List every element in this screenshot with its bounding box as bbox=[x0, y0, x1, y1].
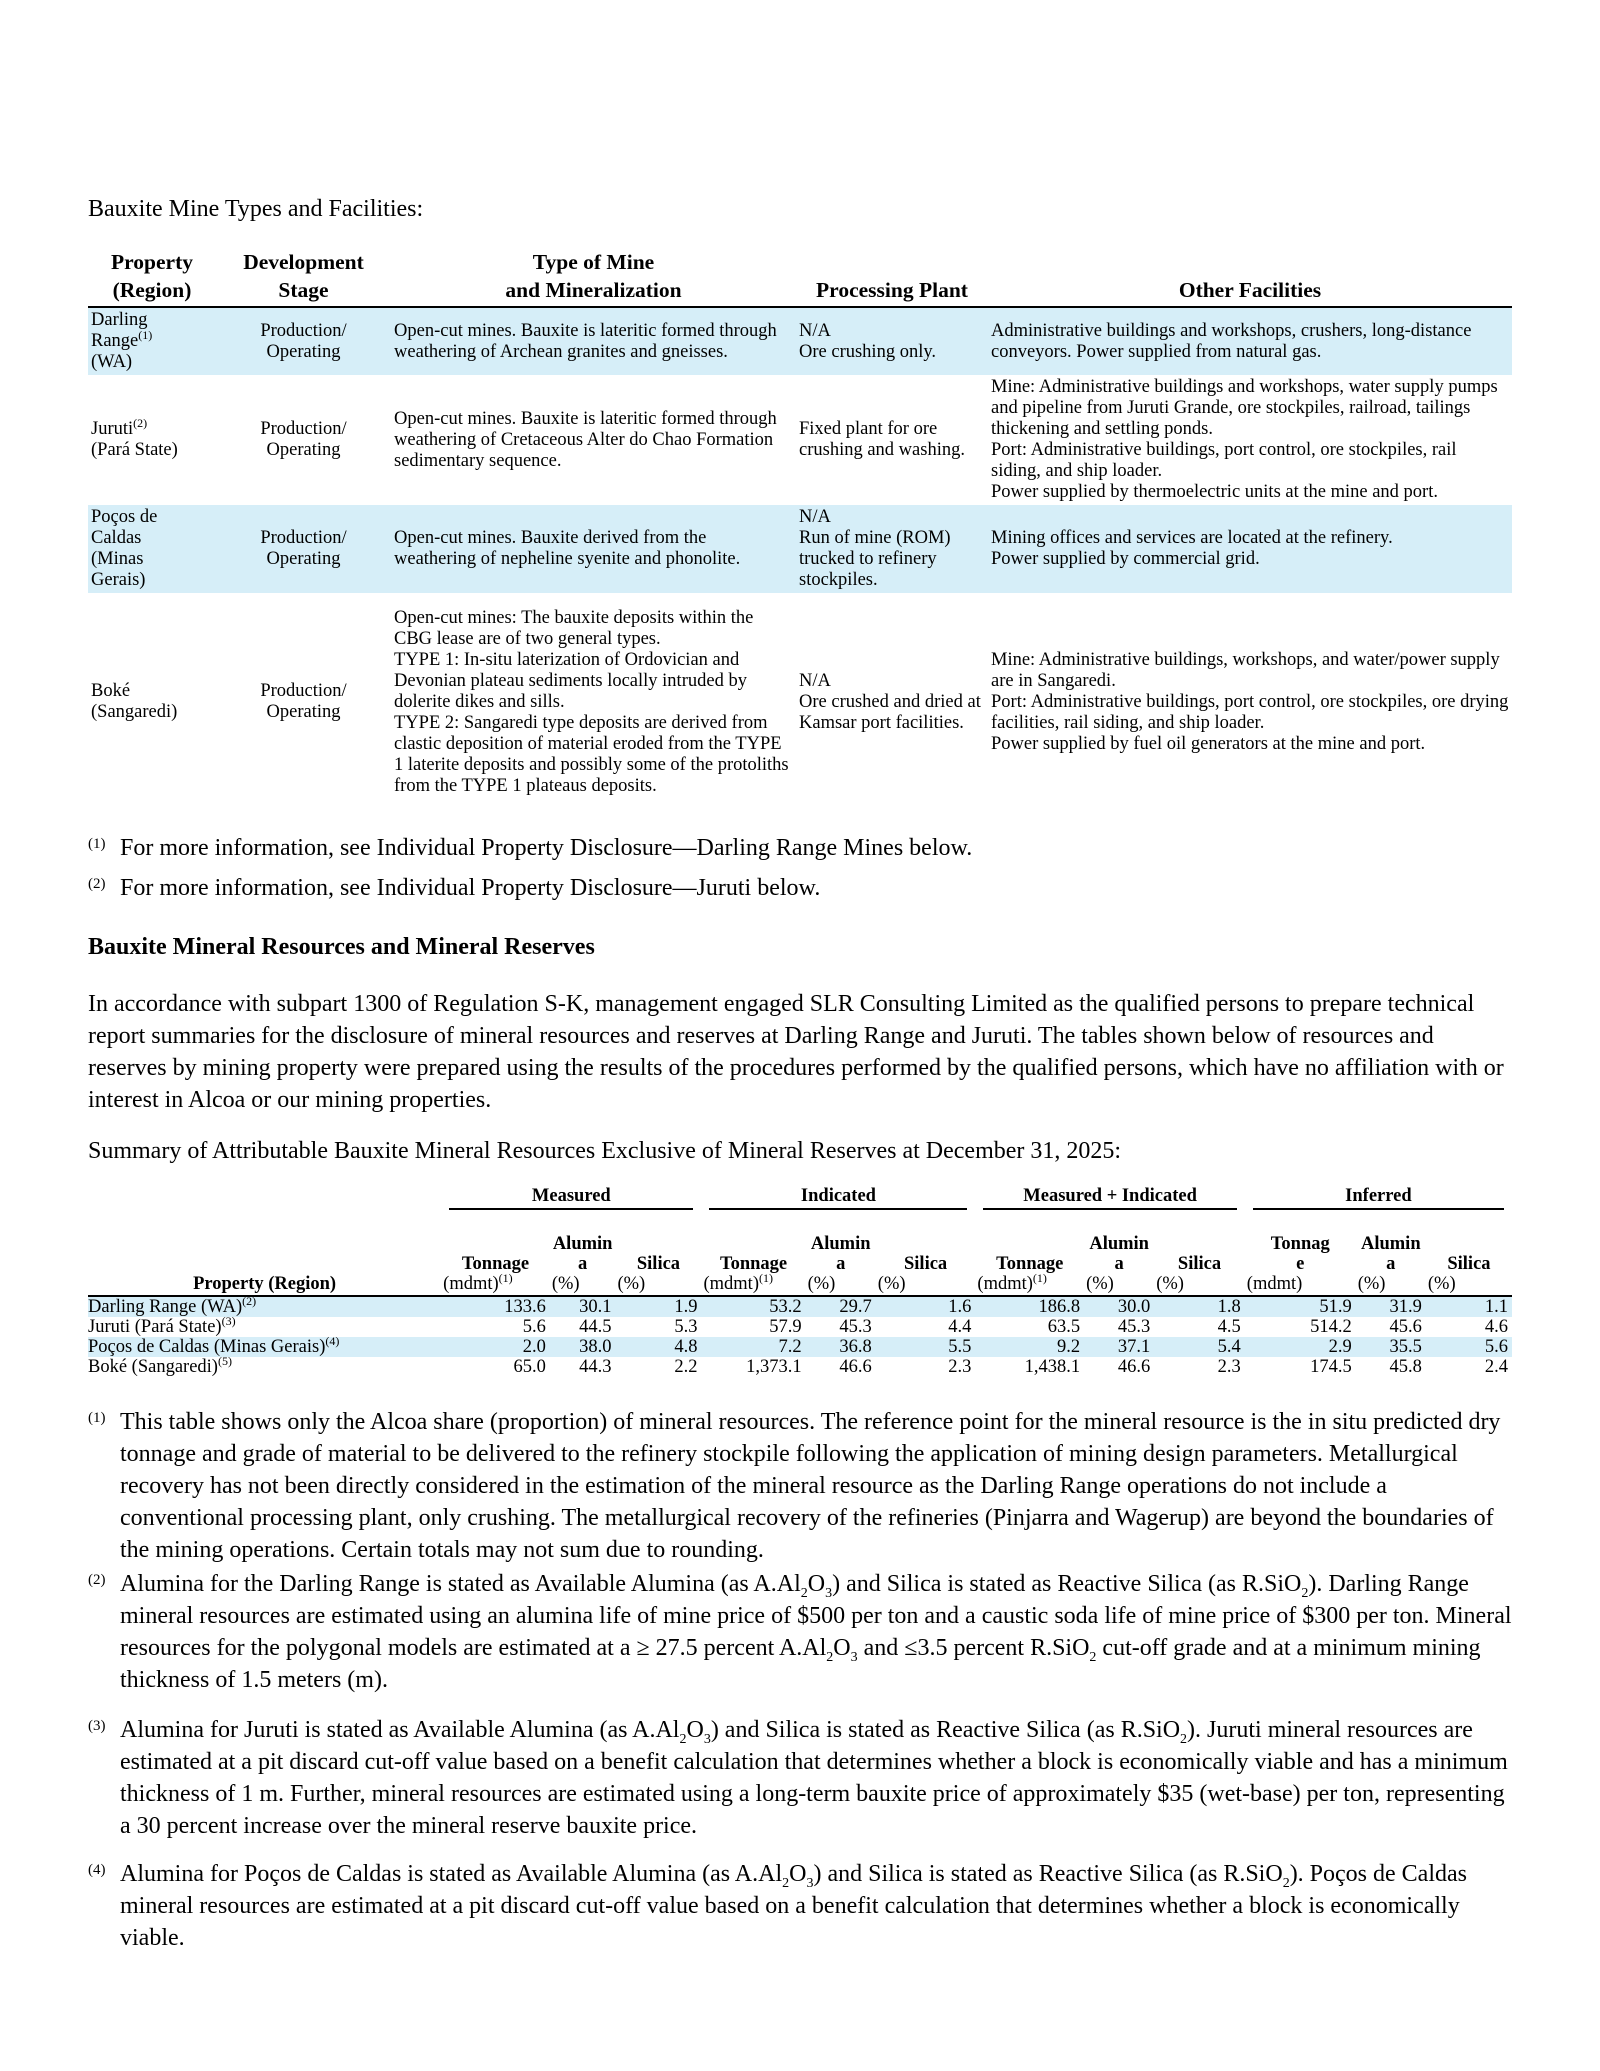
tonnage-header: Tonnage (mdmt)$^{(1)}$ bbox=[975, 1212, 1084, 1296]
cell-value: 4.4 bbox=[948, 1317, 972, 1337]
cell-property: Darling Range (WA)$^{(2)}$ bbox=[88, 1296, 441, 1317]
cell-property: Boké (Sangaredi) bbox=[91, 681, 178, 722]
cell-stage: Production/ Operating bbox=[216, 505, 391, 593]
cell-value: 2.2 bbox=[674, 1357, 698, 1377]
cell-value: 7.2 bbox=[701, 1337, 805, 1357]
cell-value: 133.6 bbox=[441, 1296, 550, 1317]
table-row bbox=[88, 1357, 1512, 1377]
footnote: (2) Alumina for the Darling Range is stated as Available Alumina (as $A.Al_2O_3$) and Silica is stated as Reactive Silica (as R.SiO$_2$). Darling Range mineral resources are estimated using an alumina life of mine price of $500 per ton and a caustic soda life of mine price of $300 per ton. Mineral resources for the polygonal models are estimated at a ≥ 27.5 percent $A.Al_2O_3$ and ≤3.5 percent R.SiO$_2$ cut-off grade and at a minimum mining thickness of 1.5 meters (m). bbox=[88, 1571, 1512, 1693]
cell-value: 53.2 bbox=[701, 1296, 805, 1317]
silica-header: Silica (%) bbox=[876, 1212, 976, 1296]
mine-types-table bbox=[88, 248, 1512, 811]
resources-table bbox=[88, 1186, 1512, 1377]
cell-other: Mine: Administrative buildings and workshops, water supply pumps and pipeline from Juruti Grande, ore stockpiles, railroad, tailings thickening and settling ponds. Port: Administrative buildings, port control, ore stockpiles, rail siding, and ship loader. Power supplied by thermoelectric units at the mine and port. bbox=[991, 377, 1498, 502]
table-row bbox=[88, 375, 1512, 505]
cell-value: 2.3 bbox=[948, 1357, 972, 1377]
cell-type: Open-cut mines. Bauxite is lateritic formed through weathering of Archean granites and gneisses. bbox=[391, 307, 796, 375]
col-header-property: Property (Region) bbox=[88, 248, 216, 307]
tonnage-inferred-header: Tonnag e (mdmt) bbox=[1245, 1212, 1356, 1296]
table-row bbox=[88, 307, 1512, 375]
silica-header: Silica (%) bbox=[1426, 1212, 1512, 1296]
cell-value: 57.9 bbox=[769, 1317, 802, 1337]
cell-stage: Production/ Operating bbox=[260, 419, 347, 460]
cell-type: Open-cut mines: The bauxite deposits within the CBG lease are of two general types. TYPE 1: In-situ laterization of Ordovician and Devonian plateau sediments locally intruded by dolerite dikes and sills. TYPE 2: Sangaredi type deposits are derived from clastic deposition of material eroded from the TYPE 1 laterite deposits and possibly some of the protoliths from the TYPE 1 plateaus deposits. bbox=[394, 607, 789, 796]
cell-value: 5.3 bbox=[674, 1317, 698, 1337]
cell-other: Administrative buildings and workshops, crushers, long-distance conveyors. Power supplied from natural gas. bbox=[988, 307, 1512, 375]
resources-heading: Bauxite Mineral Resources and Mineral Reserves bbox=[88, 934, 595, 960]
footnote: (3) Alumina for Juruti is stated as Available Alumina (as $A.Al_2O_3$) and Silica is stated as Reactive Silica (as R.SiO$_2$). Juruti mineral resources are estimated at a pit discard cut-off value based on a benefit calculation that determines whether a block is economically viable and has a minimum thickness of 1 m. Further, mineral resources are estimated using a long-term bauxite price of approximately $35 (wet-base) per ton, representing a 30 percent increase over the mineral reserve bauxite price. bbox=[88, 1717, 1508, 1839]
group-header-inferred: Inferred bbox=[1245, 1186, 1512, 1212]
cell-property: Poços de Caldas (Minas Gerais) bbox=[88, 505, 216, 593]
cell-value: 174.5 bbox=[1310, 1357, 1352, 1377]
cell-type: Open-cut mines. Bauxite is lateritic formed through weathering of Cretaceous Alter do Chao Formation sedimentary sequence. bbox=[394, 408, 777, 471]
cell-value: 1,438.1 bbox=[1024, 1357, 1081, 1377]
alumina-header: Alumin a (%) bbox=[1356, 1212, 1426, 1296]
cell-value: 514.2 bbox=[1310, 1317, 1352, 1337]
mine-table-header bbox=[88, 248, 1512, 307]
cell-value: 35.5 bbox=[1356, 1337, 1426, 1357]
cell-property: Darling Range$^{(1)}$ (WA) bbox=[88, 307, 216, 375]
alumina-header: Alumin a (%) bbox=[1084, 1212, 1154, 1296]
alumina-header: Alumin a (%) bbox=[550, 1212, 616, 1296]
cell-value: 65.0 bbox=[513, 1357, 546, 1377]
cell-plant: Fixed plant for ore crushing and washing. bbox=[799, 419, 965, 460]
cell-stage: Production/ Operating bbox=[216, 307, 391, 375]
cell-property: Juruti$^{(2)}$ (Pará State) bbox=[91, 415, 178, 460]
cell-value: 46.6 bbox=[1117, 1357, 1151, 1377]
cell-plant: N/A Run of mine (ROM) trucked to refinery stockpiles. bbox=[796, 505, 988, 593]
mine-types-heading: Bauxite Mine Types and Facilities: bbox=[88, 196, 424, 222]
cell-value: 38.0 bbox=[550, 1337, 616, 1357]
cell-value: 44.3 bbox=[579, 1357, 612, 1377]
cell-value: 30.0 bbox=[1084, 1296, 1154, 1317]
footnote: (1) This table shows only the Alcoa share (proportion) of mineral resources. The reference point for the mineral resource is the in situ predicted dry tonnage and grade of material to be delivered to the refinery stockpile following the application of mining design parameters. Metallurgical recovery has not been directly considered in the estimation of the mineral resource as the Darling Range operations do not include a conventional processing plant, only crushing. The metallurgical recovery of the refineries (Pinjarra and Wagerup) are beyond the boundaries of the mining operations. Certain totals may not sum due to rounding. bbox=[88, 1409, 1501, 1563]
footnote: (2) For more information, see Individual Property Disclosure—Juruti below. bbox=[88, 875, 821, 901]
cell-value: 31.9 bbox=[1356, 1296, 1426, 1317]
cell-stage: Production/ Operating bbox=[260, 681, 347, 722]
resources-table-caption: Summary of Attributable Bauxite Mineral Resources Exclusive of Mineral Reserves at December 31, 2025: bbox=[88, 1138, 1122, 1164]
intro-paragraph: In accordance with subpart 1300 of Regulation S-K, management engaged SLR Consulting Limited as the qualified persons to prepare technical report summaries for the disclosure of mineral resources and reserves at Darling Range and Juruti. The tables shown below of resources and reserves by mining property were prepared using the results of the procedures performed by the qualified persons, which have no affiliation with or interest in Alcoa or our mining properties. bbox=[88, 991, 1504, 1113]
cell-value: 45.3 bbox=[839, 1317, 872, 1337]
cell-plant: N/A Ore crushing only. bbox=[796, 307, 988, 375]
cell-value: 45.8 bbox=[1389, 1357, 1422, 1377]
cell-property: Poços de Caldas (Minas Gerais)$^{(4)}$ bbox=[88, 1337, 441, 1357]
alumina-header: Alumin a (%) bbox=[806, 1212, 876, 1296]
cell-value: 2.4 bbox=[1484, 1357, 1508, 1377]
sub-header-row bbox=[88, 1212, 1512, 1296]
cell-value: 4.8 bbox=[615, 1337, 701, 1357]
cell-value: 45.3 bbox=[1117, 1317, 1151, 1337]
cell-value: 44.5 bbox=[579, 1317, 612, 1337]
cell-value: 63.5 bbox=[1047, 1317, 1081, 1337]
cell-value: 29.7 bbox=[806, 1296, 876, 1317]
cell-plant: N/A Ore crushed and dried at Kamsar port facilities. bbox=[799, 670, 981, 733]
cell-value: 1.8 bbox=[1154, 1296, 1245, 1317]
group-header-indicated: Indicated bbox=[701, 1186, 975, 1212]
col-header-stage: Development Stage bbox=[216, 248, 391, 307]
cell-value: 1.9 bbox=[615, 1296, 701, 1317]
cell-value: 5.6 bbox=[522, 1317, 546, 1337]
table-row bbox=[88, 505, 1512, 593]
cell-value: 1,373.1 bbox=[746, 1357, 802, 1377]
tonnage-header: Tonnage (mdmt)$^{(1)}$ bbox=[701, 1212, 805, 1296]
cell-value: 45.6 bbox=[1389, 1317, 1422, 1337]
cell-value: 36.8 bbox=[806, 1337, 876, 1357]
cell-value: 1.1 bbox=[1426, 1296, 1512, 1317]
table-row bbox=[88, 1296, 1512, 1317]
cell-value: 9.2 bbox=[975, 1337, 1084, 1357]
col-header-other: Other Facilities bbox=[988, 248, 1512, 307]
cell-property: Juruti (Pará State)$^{(3)}$ bbox=[88, 1313, 236, 1337]
table-row bbox=[88, 1317, 1512, 1337]
cell-value: 5.6 bbox=[1426, 1337, 1512, 1357]
group-header-row bbox=[88, 1186, 1512, 1212]
cell-value: 2.9 bbox=[1245, 1337, 1356, 1357]
cell-type: Open-cut mines. Bauxite derived from the weathering of nepheline syenite and phonolite. bbox=[391, 505, 796, 593]
cell-value: 30.1 bbox=[550, 1296, 616, 1317]
group-header-measured-indicated: Measured + Indicated bbox=[975, 1186, 1244, 1212]
cell-property: Boké (Sangaredi)$^{(5)}$ bbox=[88, 1353, 232, 1377]
property-header: Property (Region) bbox=[88, 1212, 441, 1296]
silica-header: Silica (%) bbox=[615, 1212, 701, 1296]
cell-value: 1.6 bbox=[876, 1296, 976, 1317]
cell-value: 4.5 bbox=[1217, 1317, 1241, 1337]
col-header-plant: Processing Plant bbox=[796, 248, 988, 307]
col-header-type: Type of Mine and Mineralization bbox=[391, 248, 796, 307]
cell-value: 4.6 bbox=[1484, 1317, 1508, 1337]
footnote: (4) Alumina for Poços de Caldas is stated as Available Alumina (as $A.Al_2O_3$) and Silica is stated as Reactive Silica (as R.SiO$_2$). Poços de Caldas mineral resources are estimated at a pit discard cut-off value based on a benefit calculation that determines whether a block is economically viable. bbox=[88, 1861, 1467, 1951]
cell-value: 2.0 bbox=[441, 1337, 550, 1357]
tonnage-header: Tonnage (mdmt)$^{(1)}$ bbox=[441, 1212, 550, 1296]
cell-value: 46.6 bbox=[839, 1357, 872, 1377]
cell-other: Mine: Administrative buildings, workshops, and water/power supply are in Sangaredi. Port: Administrative buildings, port control, ore stockpiles, ore drying facilities, rail siding, and ship loader. Power supplied by fuel oil generators at the mine and port. bbox=[991, 649, 1509, 754]
group-header-measured: Measured bbox=[441, 1186, 701, 1212]
silica-header: Silica (%) bbox=[1154, 1212, 1245, 1296]
cell-value: 5.4 bbox=[1154, 1337, 1245, 1357]
cell-value: 51.9 bbox=[1245, 1296, 1356, 1317]
cell-value: 5.5 bbox=[876, 1337, 976, 1357]
cell-value: 2.3 bbox=[1217, 1357, 1241, 1377]
cell-value: 37.1 bbox=[1084, 1337, 1154, 1357]
table-row bbox=[88, 1337, 1512, 1357]
cell-value: 186.8 bbox=[975, 1296, 1084, 1317]
cell-other: Mining offices and services are located at the refinery. Power supplied by commercial grid. bbox=[988, 505, 1512, 593]
footnote: (1) For more information, see Individual Property Disclosure—Darling Range Mines below. bbox=[88, 835, 973, 861]
table-row bbox=[88, 593, 1512, 811]
